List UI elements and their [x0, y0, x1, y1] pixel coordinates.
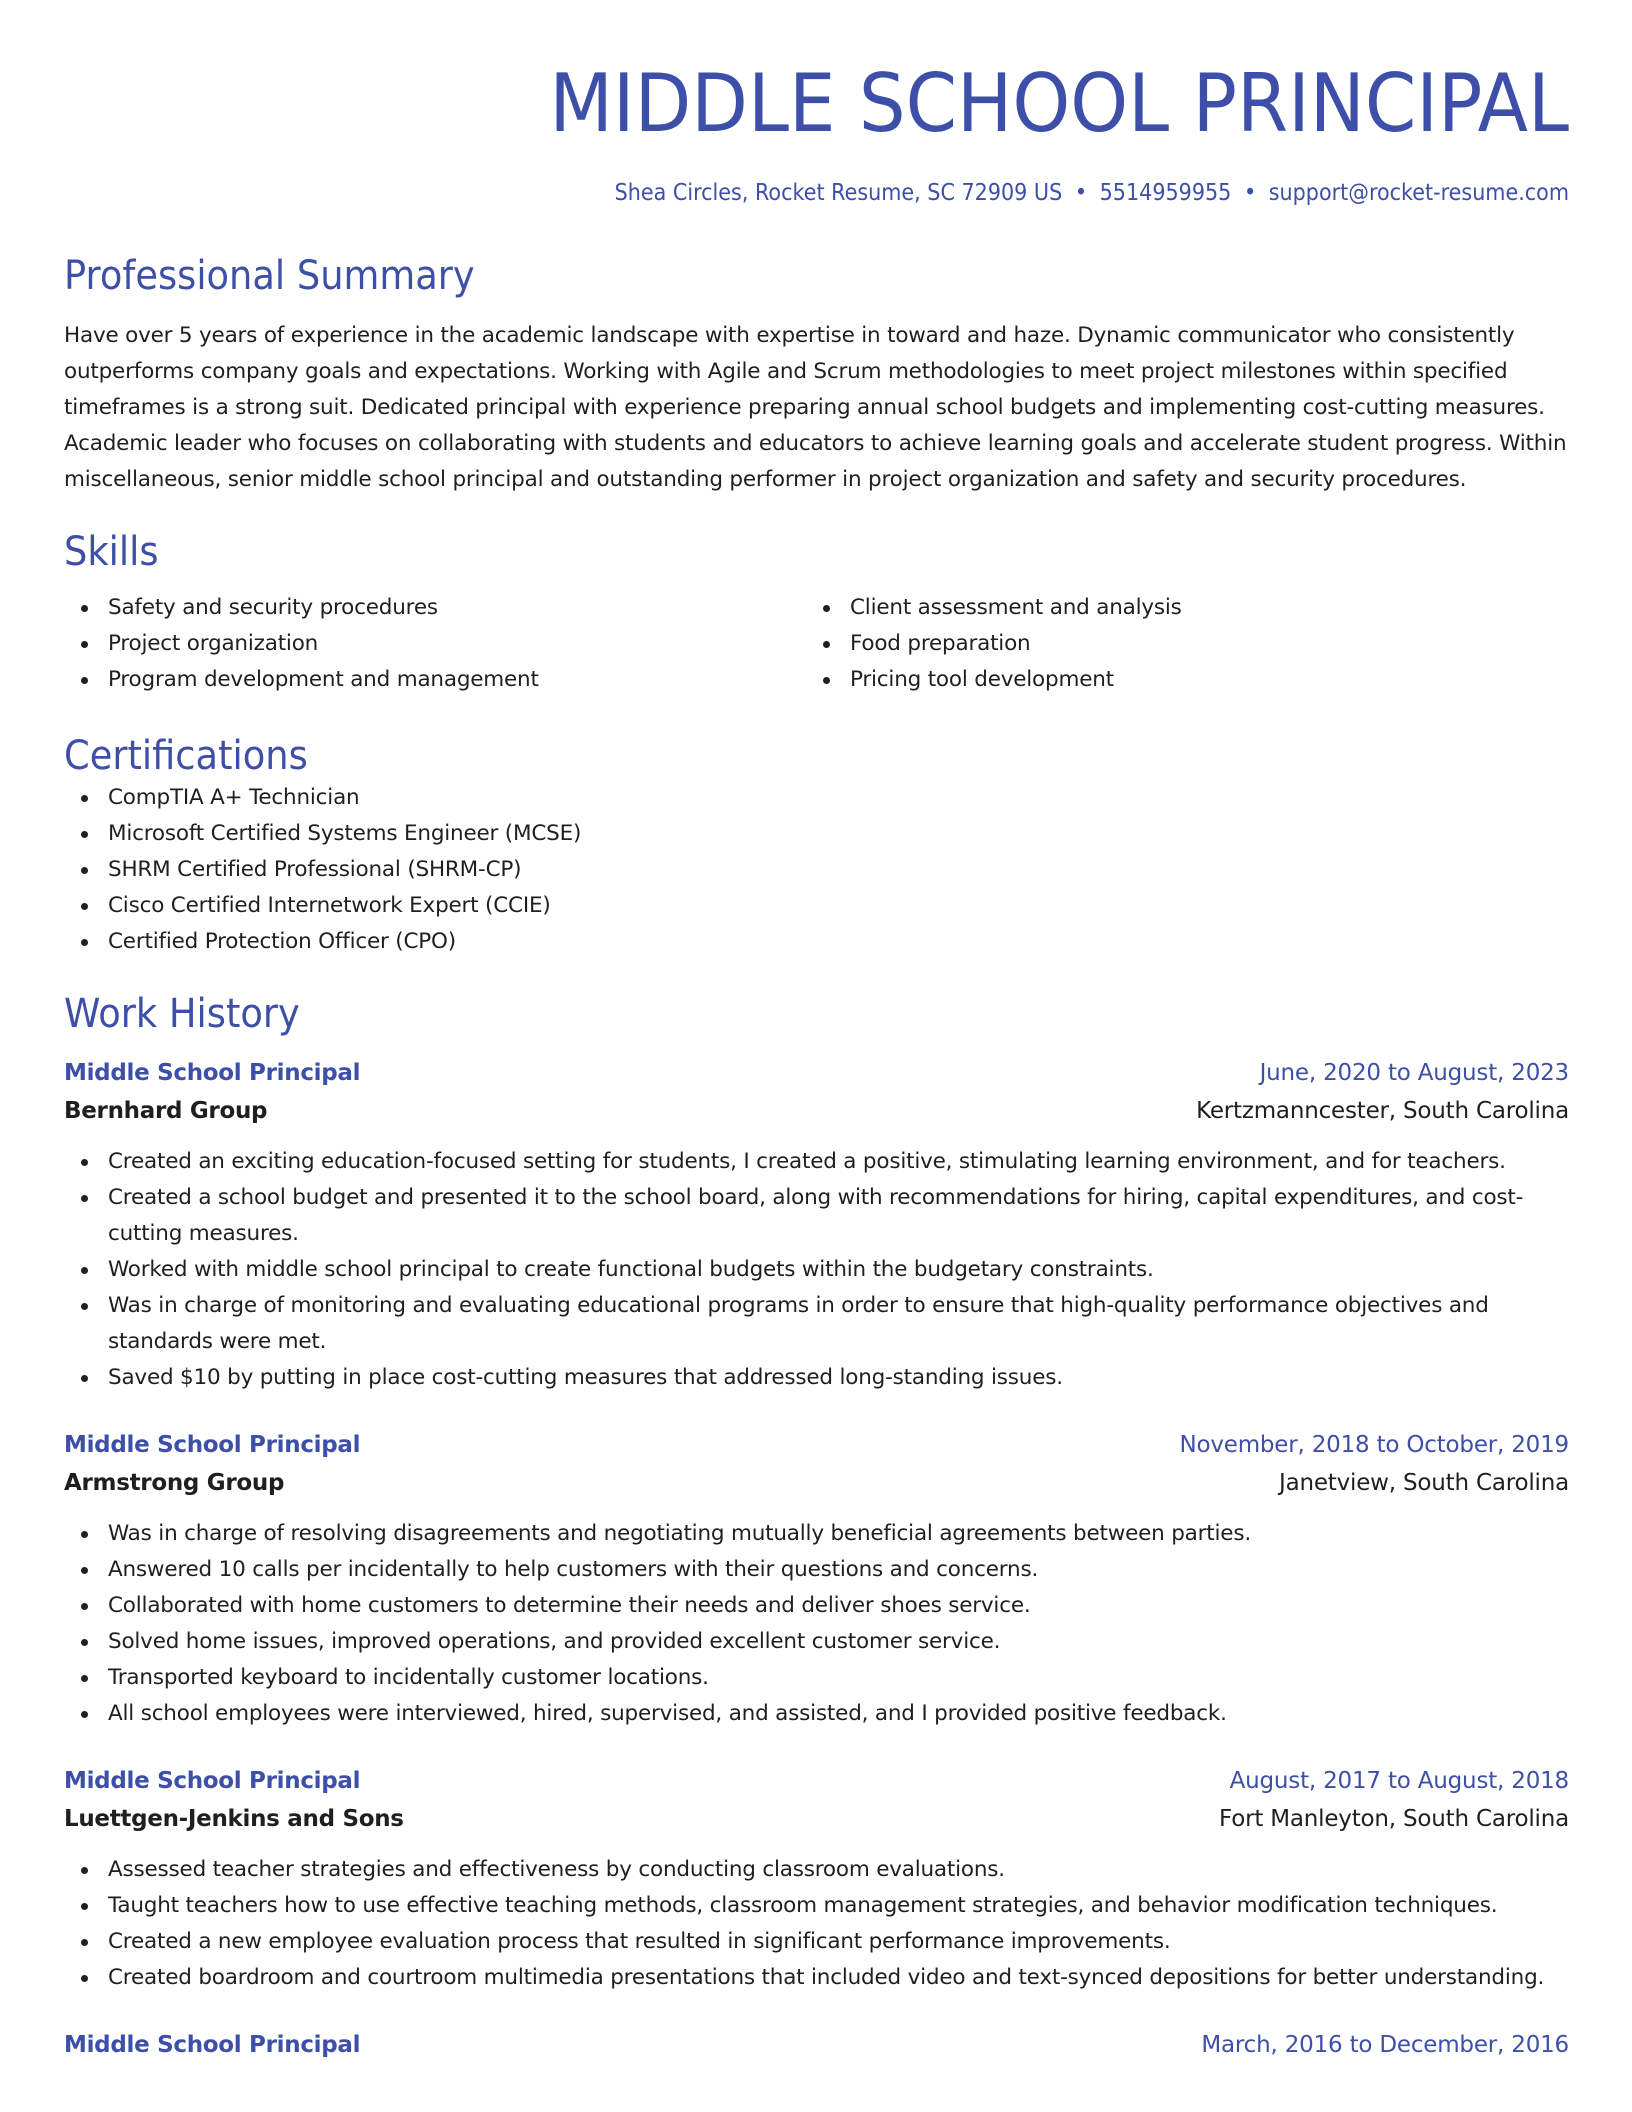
job-company: Luettgen-Jenkins and Sons: [64, 1806, 404, 1832]
job-bullet: Worked with middle school principal to create functional budgets within the budgetary constraints.: [64, 1252, 1569, 1288]
skill-item: Food preparation: [806, 626, 1548, 662]
job-bullet: Was in charge of monitoring and evaluating educational programs in order to ensure that high-quality performance objectives and standards were met.: [64, 1288, 1569, 1360]
job-title: Middle School Principal: [64, 1432, 361, 1458]
certifications-list: [64, 780, 1569, 960]
job-bullet: Taught teachers how to use effective teaching methods, classroom management strategies, and behavior modification techniques.: [64, 1888, 1569, 1924]
job-dates: November, 2018 to October, 2019: [1179, 1432, 1569, 1458]
job-bullet: Created a school budget and presented it to the school board, along with recommendations for hiring, capital expenditures, and cost-cutting measures.: [64, 1180, 1569, 1252]
job-location: Janetview, South Carolina: [1279, 1470, 1569, 1496]
certification-item: Cisco Certified Internetwork Expert (CCIE): [64, 888, 1569, 924]
skills-column-left: [64, 590, 806, 698]
job-bullets: [64, 1516, 1569, 1732]
job-bullets: [64, 1144, 1569, 1396]
job-entry: [64, 2026, 1569, 2064]
job-location: Fort Manleyton, South Carolina: [1218, 1806, 1569, 1832]
job-bullet: Transported keyboard to incidentally customer locations.: [64, 1660, 1569, 1696]
job-dates: June, 2020 to August, 2023: [1259, 1060, 1569, 1086]
job-company: Bernhard Group: [64, 1098, 268, 1124]
summary-text: Have over 5 years of experience in the academic landscape with expertise in toward and haze. Dynamic communicator who consistently outperforms company goals and expectations. Working with Agile and Scrum methodologies to meet project milestones within specified timeframes is a strong suit. Dedicated principal with experience preparing annual school budgets and implementing cost-cutting measures. Academic leader who focuses on collaborating with students and educators to achieve learning goals and accelerate student progress. Within miscellaneous, senior middle school principal and outstanding performer in project organization and safety and security procedures.: [64, 323, 1567, 492]
certification-item: Certified Protection Officer (CPO): [64, 924, 1569, 960]
job-bullet: Assessed teacher strategies and effectiveness by conducting classroom evaluations.: [64, 1852, 1569, 1888]
skill-item: Project organization: [64, 626, 806, 662]
job-bullet: All school employees were interviewed, hired, supervised, and assisted, and I provided positive feedback.: [64, 1696, 1569, 1732]
job-dates: August, 2017 to August, 2018: [1229, 1768, 1569, 1794]
job-title: Middle School Principal: [64, 1060, 361, 1086]
skill-item: Safety and security procedures: [64, 590, 806, 626]
job-company: Armstrong Group: [64, 1470, 285, 1496]
job-bullet: Collaborated with home customers to determine their needs and deliver shoes service.: [64, 1588, 1569, 1624]
job-company-row: [64, 1464, 1569, 1502]
job-title-row: [64, 2026, 1569, 2064]
resume-header: [64, 0, 1569, 208]
job-company-row: [64, 1092, 1569, 1130]
certification-item: Microsoft Certified Systems Engineer (MCSE): [64, 816, 1569, 852]
summary-heading: Professional Summary: [64, 253, 475, 299]
contact-address: Shea Circles, Rocket Resume, SC 72909 US: [614, 180, 1063, 206]
job-title: Middle School Principal: [64, 1768, 361, 1794]
skills-list: [64, 590, 1569, 698]
job-dates: March, 2016 to December, 2016: [1201, 2032, 1569, 2058]
contact-email: support@rocket-resume.com: [1268, 180, 1569, 206]
skill-item: Client assessment and analysis: [806, 590, 1548, 626]
certifications-heading: Certifications: [64, 733, 308, 779]
job-bullet: Was in charge of resolving disagreements and negotiating mutually beneficial agreements between parties.: [64, 1516, 1569, 1552]
job-company-row: [64, 1800, 1569, 1838]
contact-separator: •: [1243, 180, 1257, 206]
certification-item: SHRM Certified Professional (SHRM-CP): [64, 852, 1569, 888]
job-entry: [64, 1762, 1569, 1996]
job-title-row: [64, 1054, 1569, 1092]
job-bullet: Created a new employee evaluation process that resulted in significant performance improvements.: [64, 1924, 1569, 1960]
skill-item: Pricing tool development: [806, 662, 1548, 698]
skills-column-right: [806, 590, 1548, 698]
contact-line: [215, 178, 1570, 208]
contact-phone: 5514959955: [1099, 180, 1232, 206]
certification-item: CompTIA A+ Technician: [64, 780, 1569, 816]
job-bullets: [64, 1852, 1569, 1996]
skill-item: Program development and management: [64, 662, 806, 698]
job-bullet: Solved home issues, improved operations, and provided excellent customer service.: [64, 1624, 1569, 1660]
job-title: Middle School Principal: [64, 2032, 361, 2058]
work-history-heading: Work History: [64, 991, 300, 1037]
job-bullet: Saved $10 by putting in place cost-cutting measures that addressed long-standing issues.: [64, 1360, 1569, 1396]
skills-heading: Skills: [64, 529, 159, 575]
job-location: Kertzmanncester, South Carolina: [1196, 1098, 1569, 1124]
job-title-row: [64, 1426, 1569, 1464]
job-bullet: Created boardroom and courtroom multimedia presentations that included video and text-synced depositions for better understanding.: [64, 1960, 1569, 1996]
job-bullet: Created an exciting education-focused setting for students, I created a positive, stimulating learning environment, and for teachers.: [64, 1144, 1569, 1180]
candidate-name: MIDDLE SCHOOL PRINCIPAL: [549, 57, 1569, 150]
job-entry: [64, 1426, 1569, 1732]
job-title-row: [64, 1762, 1569, 1800]
job-entry: [64, 1054, 1569, 1396]
job-bullet: Answered 10 calls per incidentally to help customers with their questions and concerns.: [64, 1552, 1569, 1588]
contact-separator: •: [1074, 180, 1088, 206]
